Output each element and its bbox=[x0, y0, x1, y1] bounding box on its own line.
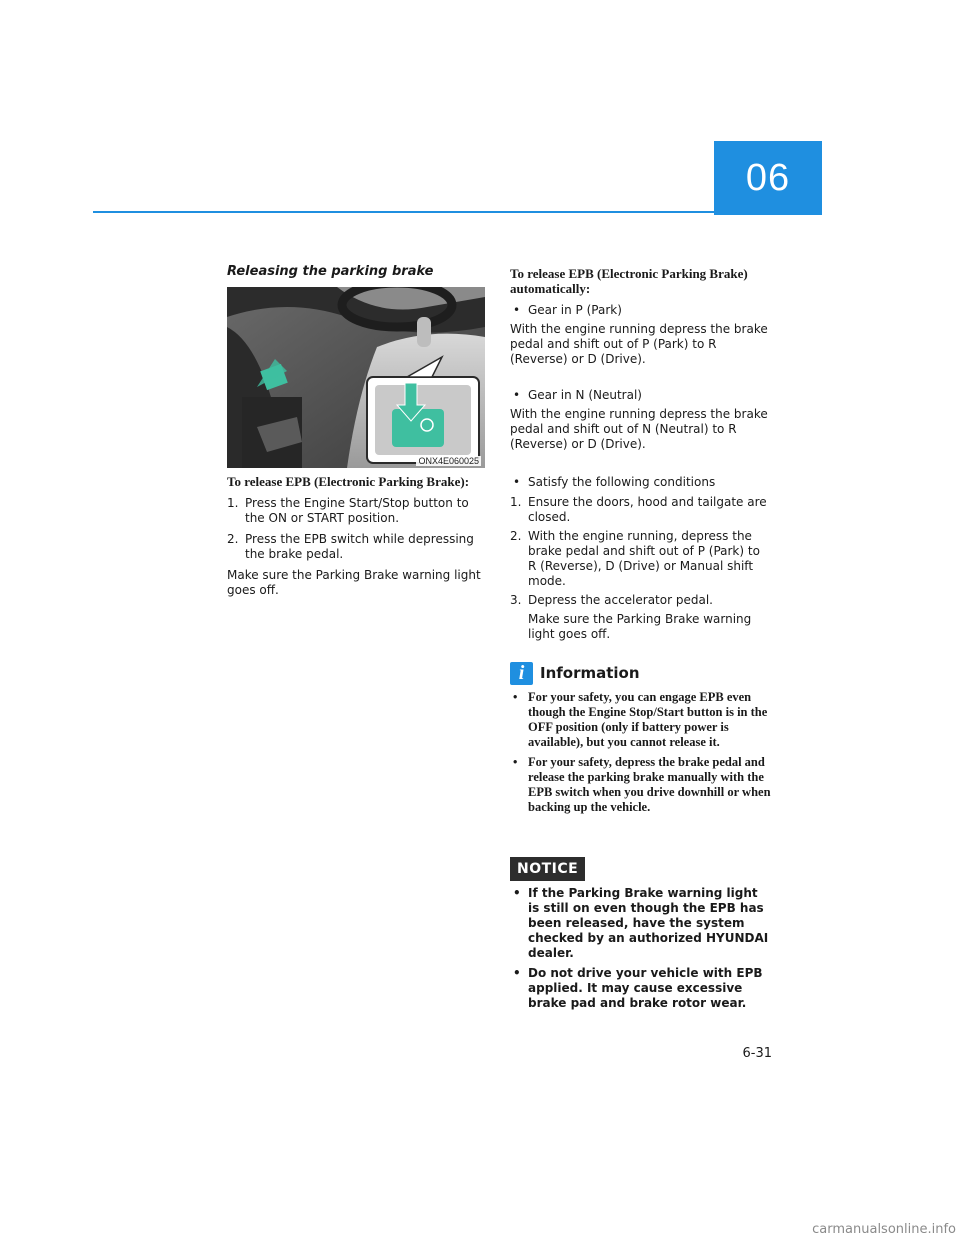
condition-step-2: 2. With the engine running, depress the brake pedal and shift out of P (Park) to R (Reverse), D (Drive) or Manual shift mode. bbox=[510, 529, 760, 588]
step-text: Press the EPB switch while depressing the brake pedal. bbox=[245, 532, 474, 561]
manual-closing-text: Make sure the Parking Brake warning light goes off. bbox=[227, 568, 481, 597]
manual-step-1 bbox=[227, 496, 489, 526]
manual-step-2 bbox=[227, 532, 489, 562]
step-number: 2. bbox=[227, 532, 239, 546]
manual-release-subhead: To release EPB (Electronic Parking Brake): bbox=[227, 474, 470, 489]
header-rule bbox=[93, 211, 714, 213]
section-title: Releasing the parking brake bbox=[227, 264, 434, 279]
auto-release-section bbox=[510, 266, 772, 367]
notice-item-1: • If the Parking Brake warning light is still on even though the EPB has been released, have the system checked by an authorized HYUNDAI dealer. bbox=[513, 886, 769, 960]
manual-release-section bbox=[227, 474, 489, 598]
case-park-bullet: • Gear in P (Park) bbox=[513, 303, 622, 317]
figure-code: ONX4E060025 bbox=[418, 456, 479, 466]
case-neutral-text: With the engine running depress the brake pedal and shift out of N (Neutral) to R (Reverse) or D (Drive). bbox=[510, 407, 768, 451]
condition-step-3: 3. Depress the accelerator pedal. bbox=[510, 593, 713, 607]
condition-step-1: 1. Ensure the doors, hood and tailgate are closed. bbox=[510, 495, 767, 524]
chapter-number: 06 bbox=[745, 156, 791, 199]
info-icon: i bbox=[510, 662, 533, 685]
watermark: carmanualsonline.info bbox=[812, 1222, 956, 1237]
case-conditions-bullet: • Satisfy the following conditions bbox=[513, 475, 716, 489]
notice-badge: NOTICE bbox=[510, 857, 585, 881]
chapter-tab bbox=[714, 141, 822, 215]
information-header bbox=[510, 661, 640, 685]
information-item-2: • For your safety, depress the brake pedal and release the parking brake manually with the EPB switch when you drive downhill or when backing up the vehicle. bbox=[513, 755, 771, 814]
step-text: Press the Engine Start/Stop button to the ON or START position. bbox=[245, 496, 469, 525]
case-conditions bbox=[510, 475, 772, 642]
notice-list bbox=[510, 886, 772, 1011]
condition-closing-text: Make sure the Parking Brake warning light goes off. bbox=[528, 612, 752, 641]
step-number: 1. bbox=[227, 496, 239, 510]
information-item-1: • For your safety, you can engage EPB even though the Engine Stop/Start button is in the OFF position (only if battery power is available), but you cannot release it. bbox=[513, 690, 768, 749]
notice-item-2: • Do not drive your vehicle with EPB applied. It may cause excessive brake pad and brake rotor wear. bbox=[513, 966, 763, 1010]
epb-switch-figure bbox=[227, 287, 485, 468]
auto-release-subhead: To release EPB (Electronic Parking Brake) automatically: bbox=[510, 266, 748, 296]
case-park-text: With the engine running depress the brake pedal and shift out of P (Park) to R (Reverse) or D (Drive). bbox=[510, 322, 768, 366]
page-number: 6-31 bbox=[742, 1046, 772, 1061]
case-neutral bbox=[510, 388, 772, 452]
information-list bbox=[510, 690, 772, 815]
car-interior-illustration bbox=[227, 287, 485, 468]
case-neutral-bullet: • Gear in N (Neutral) bbox=[513, 388, 642, 402]
information-label: Information bbox=[540, 664, 640, 682]
